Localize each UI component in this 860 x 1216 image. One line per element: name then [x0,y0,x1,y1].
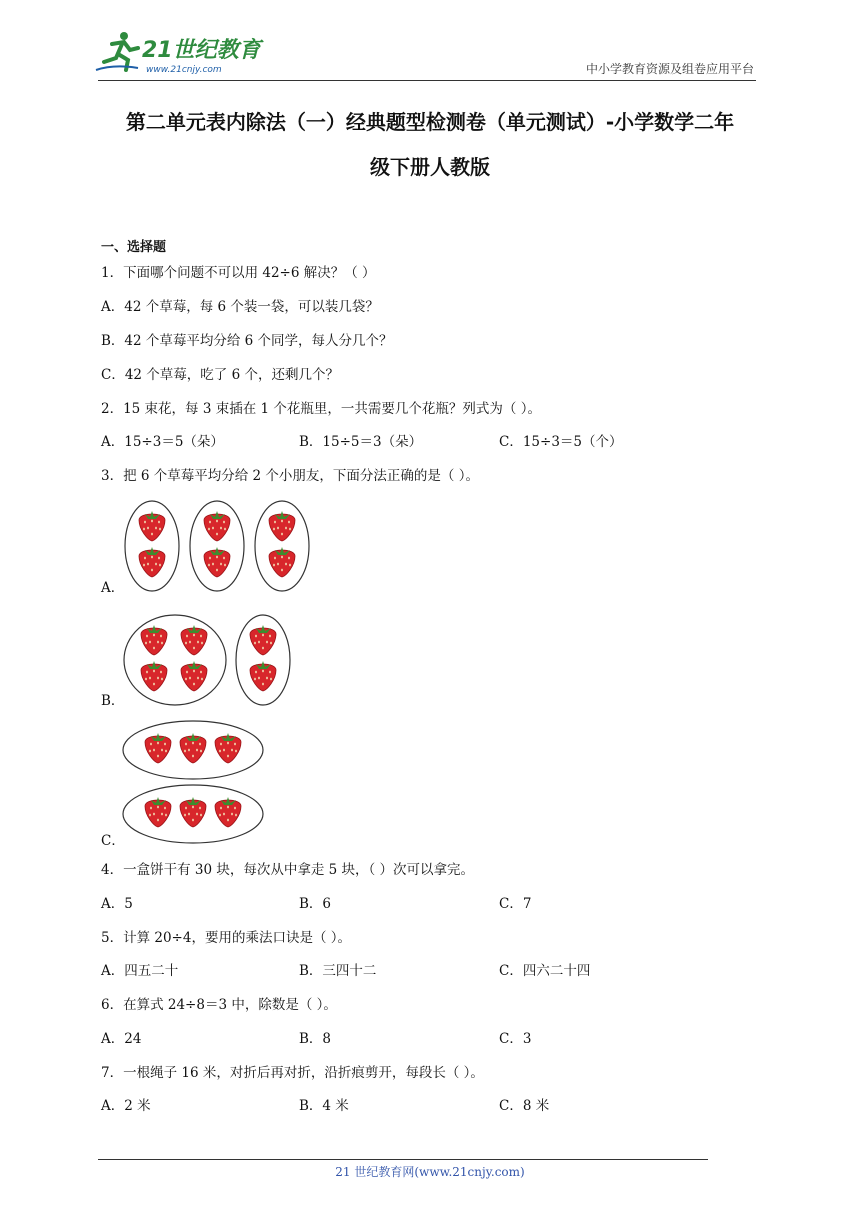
question-1-option-c: C．42 个草莓，吃了 6 个，还剩几个？ [101,367,339,383]
question-1-option-b: B．42 个草莓平均分给 6 个同学，每人分几个？ [101,333,393,349]
footer-text: 21 世纪教育网(www.21cnjy.com) [335,1165,525,1179]
question-6-option-b: B．8 [299,1031,332,1047]
question-4-option-a: A．5 [101,896,133,912]
oval-group-b2 [236,615,290,705]
question-3-option-c-label: C． [101,833,125,849]
question-2-option-c: C．15÷3＝5（个） [499,434,623,450]
question-5-option-a: A．四五二十 [101,963,179,979]
section-heading: 一、选择题 [101,240,167,255]
oval-group-b1 [124,615,226,705]
question-3-stem: 3．把 6 个草莓平均分给 2 个小朋友，下面分法正确的是（ ）。 [101,468,479,484]
question-2-option-b: B．15÷5＝3（朵） [299,434,423,450]
oval-group-a2 [190,501,244,591]
svg-text:21世纪教育: 21世纪教育 [142,38,261,63]
question-4-option-c: C．7 [499,896,532,912]
page-header [0,0,860,85]
question-5-option-b: B．三四十二 [299,963,377,979]
question-6-option-a: A．24 [101,1031,142,1047]
question-7-stem: 7．一根绳子 16 米，对折后再对折，沿折痕剪开，每段长（ ）。 [101,1065,484,1081]
strawberry-groups-c [120,718,270,848]
question-6-stem: 6．在算式 24÷8＝3 中，除数是（ ）。 [101,997,337,1013]
question-1-stem: 1．下面哪个问题不可以用 42÷6 解决？（ ） [101,265,376,281]
strawberry-groups-b [120,610,300,708]
oval-group-a1 [125,501,179,591]
question-2-stem: 2．15 束花，每 3 束插在 1 个花瓶里，一共需要几个花瓶？列式为（ ）。 [101,401,541,417]
question-4-stem: 4．一盒饼干有 30 块，每次从中拿走 5 块，（ ）次可以拿完。 [101,862,475,878]
question-3-option-a-label: A． [101,580,125,596]
runner-logo-icon [94,30,264,80]
question-7-option-c: C．8 米 [499,1098,550,1114]
question-7-option-a: A．2 米 [101,1098,151,1114]
question-7-option-b: B．4 米 [299,1098,349,1114]
platform-label: 中小学教育资源及组卷应用平台 [585,62,754,76]
question-5-option-c: C．四六二十四 [499,963,591,979]
oval-group-a3 [255,501,309,591]
page-title-line2: 级下册人教版 [370,155,490,179]
question-1-option-a: A．42 个草莓，每 6 个装一袋，可以装几袋？ [101,299,379,315]
strawberry-groups-a [120,496,310,594]
header-divider [98,80,756,81]
footer-divider [98,1159,708,1160]
question-2-option-a: A．15÷3＝5（朵） [101,434,224,450]
question-5-stem: 5．计算 20÷4，要用的乘法口诀是（ ）。 [101,930,352,946]
page-title-line1: 第二单元表内除法（一）经典题型检测卷（单元测试）-小学数学二年 [125,110,735,134]
oval-group-c2 [123,785,263,843]
site-logo [94,30,264,80]
question-6-option-c: C．3 [499,1031,532,1047]
svg-text:www.21cnjy.com: www.21cnjy.com [146,65,222,75]
question-4-option-b: B．6 [299,896,332,912]
question-3-option-b-label: B． [101,693,125,709]
oval-group-c1 [123,721,263,779]
